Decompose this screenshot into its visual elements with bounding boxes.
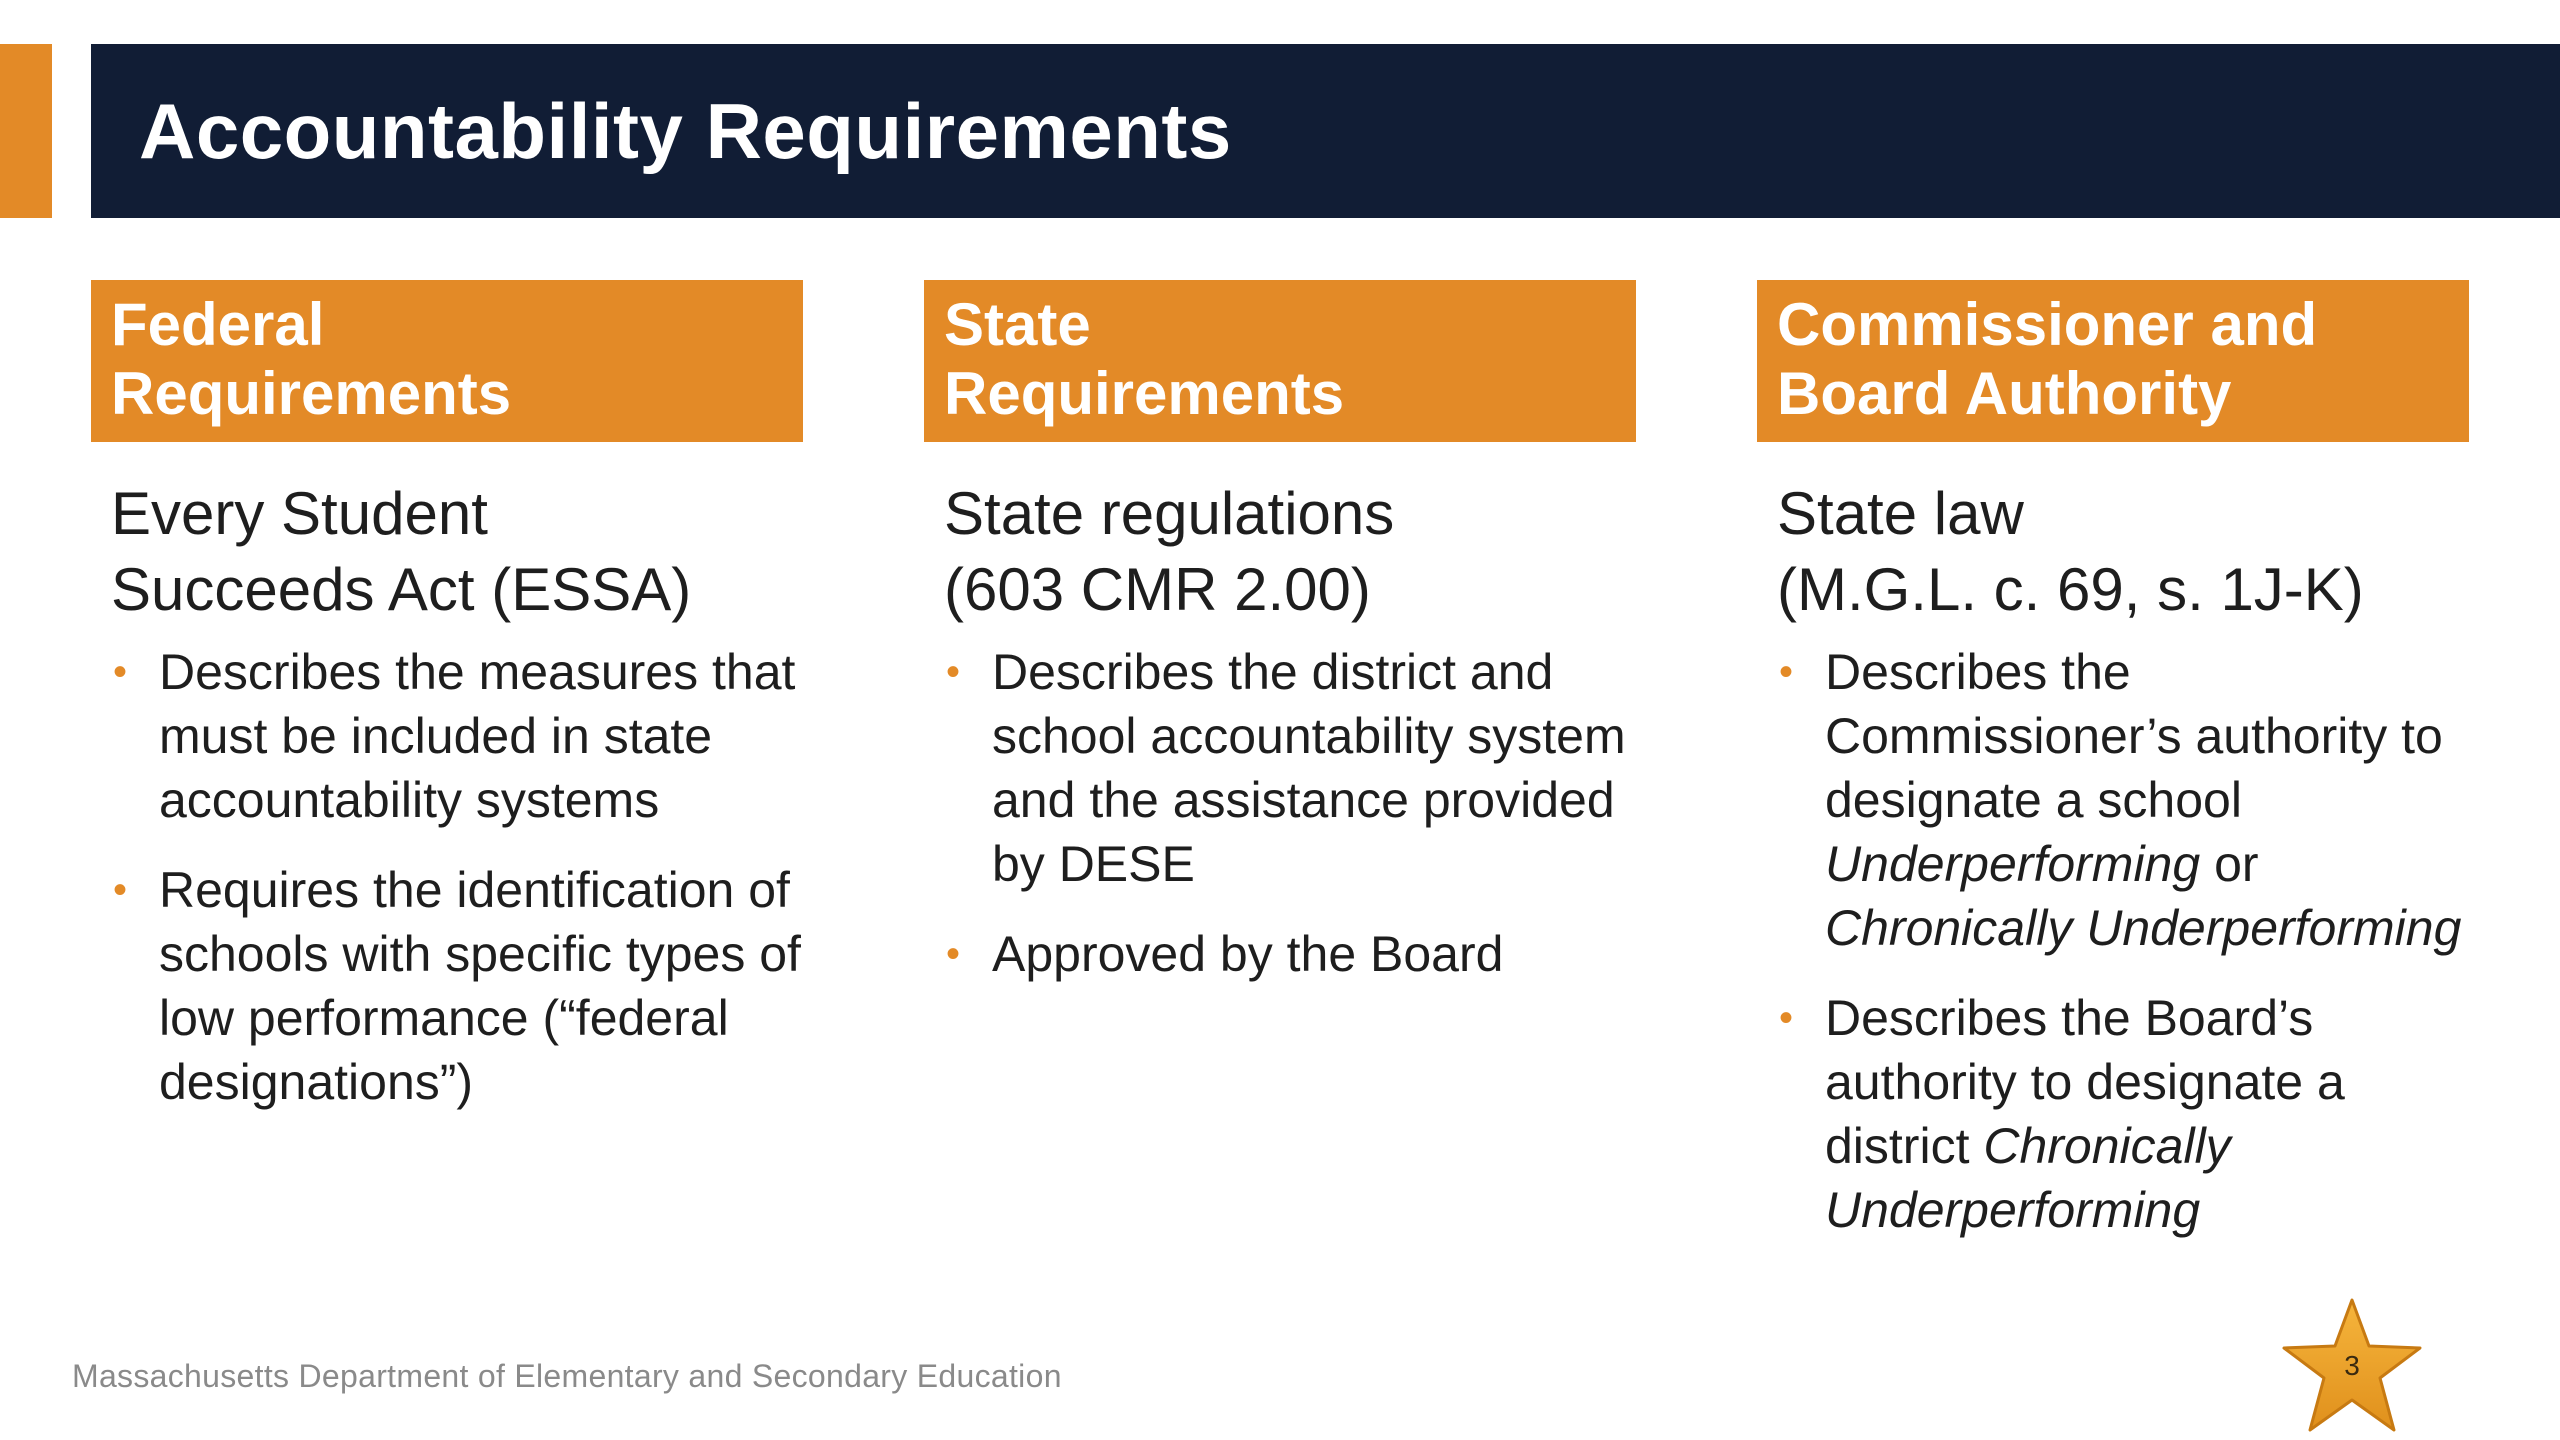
list-item — [111, 858, 803, 1114]
bullet-dot-icon: • — [946, 932, 961, 976]
bullet-text: Describes the Board’s authority to designate a district — [1825, 990, 2345, 1174]
column-subheading — [1777, 476, 2469, 628]
footer-organization: Massachusetts Department of Elementary and Secondary Education — [72, 1358, 1062, 1394]
bullet-list — [111, 640, 803, 1114]
column-header-line: Federal — [111, 291, 325, 358]
bullet-italic-term: Underperforming — [1825, 836, 2201, 892]
subheading-line: (603 CMR 2.00) — [944, 556, 1371, 623]
column-subheading — [944, 476, 1636, 628]
bullet-dot-icon: • — [113, 868, 128, 912]
column-state — [924, 280, 1636, 1012]
column-header-line: Requirements — [944, 360, 1345, 427]
column-commissioner-board — [1757, 280, 2469, 1268]
bullet-text: Describes the district and school accountability system and the assistance provided by DESE — [992, 644, 1626, 892]
bullet-dot-icon: • — [1779, 650, 1794, 694]
bullet-dot-icon: • — [946, 650, 961, 694]
column-body — [924, 476, 1636, 986]
title-accent-bar — [0, 44, 52, 218]
bullet-text: Describes the measures that must be included in state accountability systems — [159, 644, 796, 828]
subheading-line: Succeeds Act (ESSA) — [111, 556, 692, 623]
list-item — [111, 640, 803, 832]
page-number: 3 — [2344, 1350, 2360, 1381]
bullet-dot-icon: • — [113, 650, 128, 694]
title-bar — [91, 44, 2560, 218]
list-item — [944, 922, 1636, 986]
bullet-italic-term: Chronically Underperforming — [1825, 1118, 2231, 1238]
column-header-line: State — [944, 291, 1091, 358]
column-body — [1757, 476, 2469, 1242]
bullet-italic-term: Chronically Underperforming — [1825, 900, 2462, 956]
column-header — [91, 280, 803, 442]
bullet-list — [944, 640, 1636, 986]
bullet-text: Requires the identification of schools with specific types of low performance (“federal designations”) — [159, 862, 801, 1110]
subheading-line: (M.G.L. c. 69, s. 1J-K) — [1777, 556, 2364, 623]
column-header — [1757, 280, 2469, 442]
column-header-line: Board Authority — [1777, 360, 2232, 427]
bullet-text: or — [2200, 836, 2259, 892]
column-subheading — [111, 476, 803, 628]
bullet-text: Approved by the Board — [992, 926, 1504, 982]
subheading-line: State regulations — [944, 480, 1395, 547]
column-body — [91, 476, 803, 1114]
bullet-dot-icon: • — [1779, 996, 1794, 1040]
bullet-text: Describes the Commissioner’s authority to designate a school — [1825, 644, 2443, 828]
page-number-badge — [2278, 1296, 2426, 1436]
column-header — [924, 280, 1636, 442]
list-item — [1777, 640, 2469, 960]
subheading-line: State law — [1777, 480, 2024, 547]
bullet-list — [1777, 640, 2469, 1242]
subheading-line: Every Student — [111, 480, 488, 547]
column-header-line: Commissioner and — [1777, 291, 2318, 358]
list-item — [944, 640, 1636, 896]
column-header-line: Requirements — [111, 360, 512, 427]
column-federal — [91, 280, 803, 1140]
slide-title: Accountability Requirements — [139, 86, 1232, 175]
list-item — [1777, 986, 2469, 1242]
